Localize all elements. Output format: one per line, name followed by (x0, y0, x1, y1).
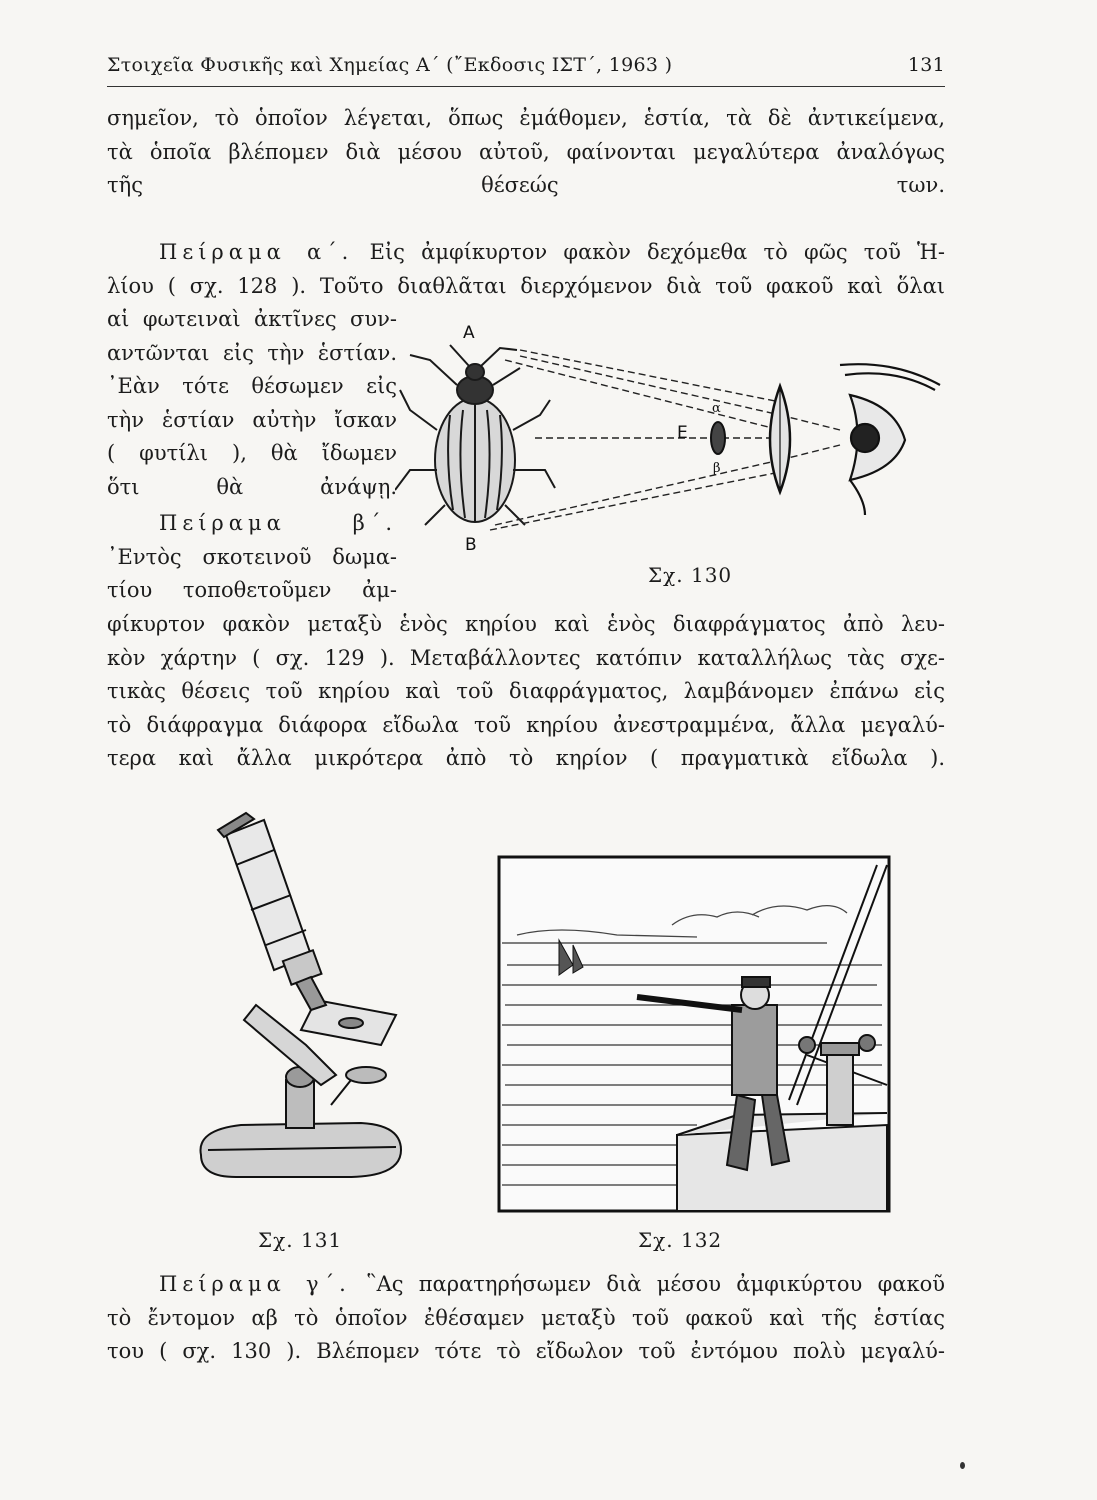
header-rule (107, 86, 945, 87)
experiment-c-block (107, 1268, 945, 1369)
text-line-part: Εἰς ἀμφίκυρτον φακὸν δεχόμεθα τὸ φῶς τοῦ Ἡ- (369, 240, 945, 264)
experiment-a-block (107, 236, 945, 303)
text-line: κὸν χάρτην ( σχ. 129 ). Μεταβάλλοντες κατόπιν καταλλήλως τὰς σχε- (107, 645, 945, 670)
caption-fig-130: Σχ. 130 (648, 563, 733, 587)
text-line: αντῶνται εἰς τὴν ἑστίαν. (107, 340, 397, 365)
experiment-a-label: Πείραμα α΄. (159, 240, 354, 264)
page-number: 131 (907, 54, 945, 76)
text-line: τικὰς θέσεις τοῦ κηρίου καὶ τοῦ διαφράγματος, λαμβάνομεν ἐπάνω εἰς (107, 679, 945, 703)
eye-drawing (840, 364, 940, 515)
text-line: ( φυτίλι ), θὰ ἴδωμεν (107, 441, 397, 465)
paragraph-intro (107, 102, 945, 203)
label-b-upper: Β (465, 535, 477, 555)
text-line (107, 1268, 945, 1302)
label-beta: β (713, 461, 721, 476)
text-line: σημεῖον, τὸ ὁποῖον λέγεται, ὅπως ἐμάθομεν, ἑστία, τὰ δὲ ἀντικείμενα, (107, 106, 945, 130)
figure-132-sailor-scene (497, 855, 891, 1213)
text-line: ᾿Εντὸς σκοτεινοῦ δωμα- (107, 544, 397, 569)
text-line: τίου τοποθετοῦμεν ἀμ- (107, 578, 397, 602)
experiment-c-label: Πείραμα γ΄. (159, 1272, 351, 1296)
label-a-upper: Α (463, 323, 475, 343)
text-line: ᾿Εὰν τότε θέσωμεν εἰς (107, 374, 397, 398)
ink-speck (960, 1462, 965, 1469)
experiment-b-label: Πείραμα β΄. (159, 511, 397, 535)
small-insect (711, 422, 725, 454)
caption-fig-132: Σχ. 132 (638, 1228, 723, 1252)
text-line: ὅτι θὰ ἀνάψῃ. (107, 474, 397, 499)
label-e: Ε (677, 423, 688, 443)
text-line: λίου ( σχ. 128 ). Τοῦτο διαθλᾶται διερχόμενον διὰ τοῦ φακοῦ καὶ ὅλαι (107, 273, 945, 298)
text-line (107, 236, 945, 270)
experiment-a-narrow-column (107, 303, 397, 504)
header-title: Στοιχεῖα Φυσικῆς καὶ Χημείας Α΄ (῎Εκδοσις ΙΣΤ΄, 1963 ) (107, 54, 673, 76)
text-line: τὰ ὁποῖα βλέπομεν διὰ μέσου αὐτοῦ, φαίνονται μεγαλύτερα ἀναλόγως (107, 139, 945, 164)
text-line: αἱ φωτειναὶ ἀκτῖνες συν- (107, 307, 397, 331)
text-line: τὴν ἑστίαν αὐτὴν ἴσκαν (107, 407, 397, 432)
caption-fig-131: Σχ. 131 (258, 1228, 343, 1252)
experiment-b-narrow-column (107, 507, 397, 608)
text-line (107, 507, 397, 541)
text-line: τὸ ἔντομον αβ τὸ ὁποῖον ἐθέσαμεν μεταξὺ τοῦ φακοῦ καὶ τῆς ἑστίας (107, 1305, 945, 1330)
label-alpha: α (712, 401, 721, 416)
text-line: τῆς θέσεώς των. (107, 173, 945, 197)
text-line: του ( σχ. 130 ). Βλέπομεν τότε τὸ εἴδωλον τοῦ ἐντόμου πολὺ μεγαλύ- (107, 1339, 945, 1363)
text-line-part: ῝Ας παρατηρήσωμεν διὰ μέσου ἀμφικύρτου φακοῦ (366, 1272, 945, 1296)
text-line: τὸ διάφραγμα διάφορα εἴδωλα τοῦ κηρίου ἀνεστραμμένα, ἄλλα μεγαλύ- (107, 712, 945, 737)
experiment-b-block (107, 608, 945, 776)
figure-130-illustration (395, 320, 950, 555)
running-header (107, 54, 945, 76)
beetle-drawing (395, 345, 555, 525)
text-line: φίκυρτον φακὸν μεταξὺ ἑνὸς κηρίου καὶ ἑνὸς διαφράγματος ἀπὸ λευ- (107, 612, 945, 636)
text-line: τερα καὶ ἄλλα μικρότερα ἀπὸ τὸ κηρίον ( πραγματικὰ εἴδωλα ). (107, 746, 945, 770)
figure-131-microscope (196, 805, 411, 1190)
